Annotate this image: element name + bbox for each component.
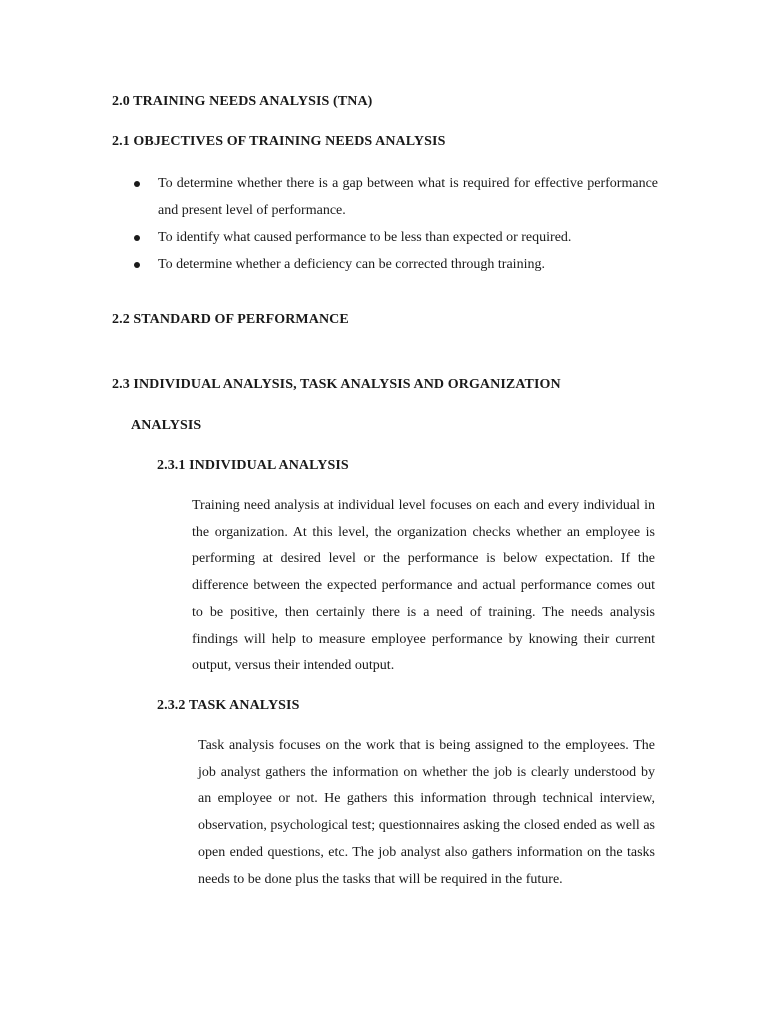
individual-analysis-paragraph: Training need analysis at individual level focuses on each and every individual in the organization. At this level, the organization checks whether an employee is performing at desired level or the performance is below expectation. If the difference between the expected performance and actual performance comes out to be positive, then certainly there is a need of training. The needs analysis findings will help to measure employee performance by knowing their current output, versus their intended output. bbox=[192, 498, 655, 674]
heading-2-2: 2.2 STANDARD OF PERFORMANCE bbox=[112, 312, 349, 327]
list-item-text: To determine whether a deficiency can be corrected through training. bbox=[158, 257, 545, 272]
bullet-icon bbox=[134, 262, 140, 268]
bullet-icon bbox=[134, 181, 140, 187]
bullet-icon bbox=[134, 235, 140, 241]
objectives-list bbox=[130, 170, 658, 278]
list-item bbox=[130, 251, 658, 278]
task-analysis-paragraph: Task analysis focuses on the work that is being assigned to the employees. The job analyst gathers the information on whether the job is clearly understood by an employee or not. He gathers this information through technical interview, observation, psychological test; questionnaires asking the closed ended as well as open ended questions, etc. The job analyst also gathers information on the tasks needs to be done plus the tasks that will be required in the future. bbox=[198, 738, 655, 887]
heading-2-1: 2.1 OBJECTIVES OF TRAINING NEEDS ANALYSIS bbox=[112, 134, 446, 149]
heading-2-3-2: 2.3.2 TASK ANALYSIS bbox=[157, 698, 300, 713]
list-item bbox=[130, 224, 658, 251]
list-item-text: To identify what caused performance to be less than expected or required. bbox=[158, 230, 572, 245]
list-item bbox=[130, 170, 658, 224]
heading-2-3: 2.3 INDIVIDUAL ANALYSIS, TASK ANALYSIS AND ORGANIZATION bbox=[112, 377, 561, 392]
heading-2-3-1: 2.3.1 INDIVIDUAL ANALYSIS bbox=[157, 458, 349, 473]
list-item-text: To determine whether there is a gap between what is required for effective performance and present level of performance. bbox=[158, 176, 658, 218]
heading-2-0: 2.0 TRAINING NEEDS ANALYSIS (TNA) bbox=[112, 94, 373, 109]
heading-2-3-continued: ANALYSIS bbox=[131, 418, 202, 433]
